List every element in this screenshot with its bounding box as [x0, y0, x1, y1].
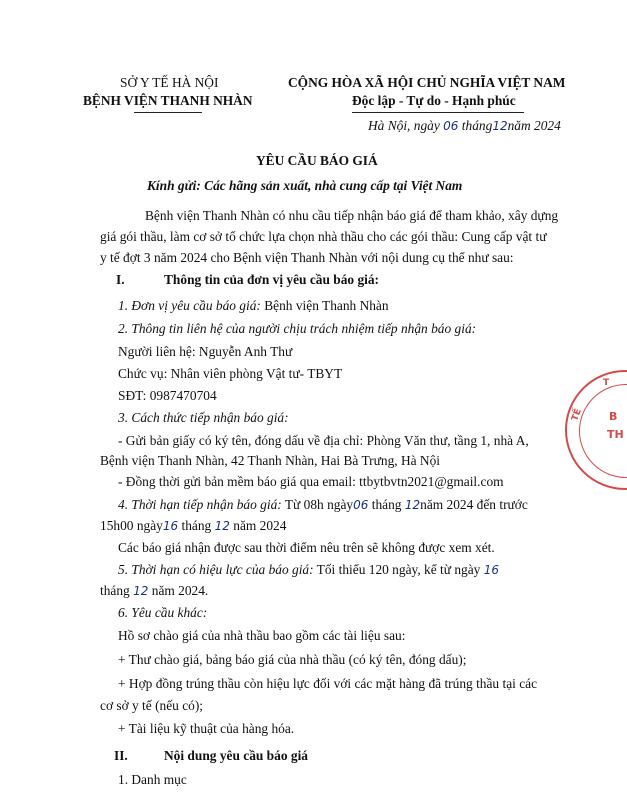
- recipient-line: Kính gửi: Các hãng sản xuất, nhà cung cấp tại Việt Nam: [147, 178, 463, 193]
- red-seal-stamp: [565, 370, 627, 490]
- item-4-text-f: năm 2024: [233, 518, 287, 533]
- contact-person: Người liên hệ: Nguyễn Anh Thư: [118, 344, 293, 359]
- item-3-label: 3. Cách thức tiếp nhận báo giá:: [118, 410, 289, 425]
- send-instruction-1: - Gửi bản giấy có ký tên, đóng dấu về địa chỉ: Phòng Văn thư, tầng 1, nhà A,: [118, 433, 529, 448]
- issuer-hospital: BỆNH VIỆN THANH NHÀN: [83, 93, 253, 108]
- item-5-line-1: [118, 562, 499, 578]
- intro-line-3: y tế đợt 3 năm 2024 cho Bệnh viện Thanh Nhàn với nội dung cụ thể như sau:: [100, 250, 514, 265]
- intro-line-2: giá gói thầu, làm cơ sở tổ chức lựa chọn nhà thầu cho các gói thầu: Cung cấp vật tư: [100, 229, 547, 244]
- item-4-day2: 16: [162, 519, 179, 533]
- document-title: YÊU CẦU BÁO GIÁ: [256, 153, 378, 168]
- intro-line-1: Bệnh viện Thanh Nhàn có nhu cầu tiếp nhận báo giá để tham khảo, xây dựng: [145, 208, 559, 223]
- document-item-3: + Tài liệu kỹ thuật của hàng hóa.: [118, 721, 295, 736]
- date-mid: tháng: [461, 118, 493, 133]
- date-day: 06: [443, 119, 459, 133]
- send-instruction-2: Bệnh viện Thanh Nhàn, 42 Thanh Nhàn, Hai Bà Trưng, Hà Nội: [100, 453, 441, 468]
- date-prefix: Hà Nội, ngày: [368, 118, 440, 133]
- date-suffix: năm 2024: [507, 118, 561, 133]
- item-1: [118, 298, 389, 314]
- item-5-text-c: năm 2024.: [151, 583, 209, 598]
- documents-intro: Hồ sơ chào giá của nhà thầu bao gồm các tài liệu sau:: [118, 628, 406, 643]
- document-item-2a: + Hợp đồng trúng thầu còn hiệu lực đối với các mặt hàng đã trúng thầu tại các: [118, 676, 538, 691]
- item-4-text-a: Từ 08h ngày: [281, 497, 354, 512]
- stamp-text-left: TẾ: [570, 407, 584, 423]
- item-5-text-a: Tối thiểu 120 ngày, kể từ ngày: [313, 562, 481, 577]
- section-1-title: Thông tin của đơn vị yêu cầu báo giá:: [164, 272, 380, 287]
- item-4-line-1: [118, 497, 528, 513]
- document-item-2b: cơ sở y tế (nếu có);: [100, 698, 204, 713]
- motto-underline: [352, 112, 524, 113]
- item-5-day: 16: [483, 563, 500, 577]
- national-motto: Độc lập - Tự do - Hạnh phúc: [352, 93, 516, 108]
- item-4-month2: 12: [214, 519, 230, 533]
- stamp-text-mid2: TH: [607, 428, 624, 441]
- item-1-value: Bệnh viện Thanh Nhàn: [260, 298, 389, 313]
- item-5-line-2: [100, 583, 208, 599]
- item-6-label: 6. Yêu cầu khác:: [118, 605, 208, 620]
- item-4-month1: 12: [404, 498, 421, 512]
- contact-phone: SĐT: 0987470704: [118, 388, 217, 403]
- item-4-text-b: tháng: [371, 497, 402, 512]
- item-4-text-d: 15h00 ngày: [100, 518, 163, 533]
- item-5-month: 12: [133, 584, 149, 598]
- section-2-item-1: 1. Danh mục: [118, 772, 187, 787]
- issuer-department: SỞ Y TẾ HÀ NỘI: [120, 75, 219, 90]
- item-5-text-b: tháng: [100, 583, 130, 598]
- section-2-number: II.: [114, 748, 128, 763]
- send-instruction-3: - Đồng thời gửi bản mềm báo giá qua email: ttbytbvtn2021@gmail.com: [118, 474, 504, 489]
- national-title: CỘNG HÒA XÃ HỘI CHỦ NGHĨA VIỆT NAM: [288, 75, 566, 90]
- section-2-title: Nội dung yêu cầu báo giá: [164, 748, 308, 763]
- item-1-label: 1. Đơn vị yêu cầu báo giá:: [118, 298, 261, 313]
- item-4-day1: 06: [353, 498, 369, 512]
- stamp-text-mid1: B: [609, 410, 618, 423]
- item-4-label: 4. Thời hạn tiếp nhận báo giá:: [118, 497, 282, 512]
- document-item-1: + Thư chào giá, bảng báo giá của nhà thầu (có ký tên, đóng dấu);: [118, 652, 467, 667]
- item-4-text-c: năm 2024 đến trước: [420, 497, 528, 512]
- section-1-number: I.: [116, 272, 125, 287]
- item-2-label: 2. Thông tin liên hệ của người chịu trách nhiệm tiếp nhận báo giá:: [118, 321, 477, 336]
- late-submission-note: Các báo giá nhận được sau thời điểm nêu trên sẽ không được xem xét.: [118, 540, 495, 555]
- item-4-text-e: tháng: [181, 518, 212, 533]
- item-5-label: 5. Thời hạn có hiệu lực của báo giá:: [118, 562, 314, 577]
- document-date: [368, 118, 561, 134]
- issuer-underline: [134, 112, 202, 113]
- item-4-line-2: [100, 518, 286, 534]
- date-month: 12: [492, 119, 508, 133]
- stamp-text-top: T: [603, 378, 610, 388]
- contact-position: Chức vụ: Nhân viên phòng Vật tư- TBYT: [118, 366, 343, 381]
